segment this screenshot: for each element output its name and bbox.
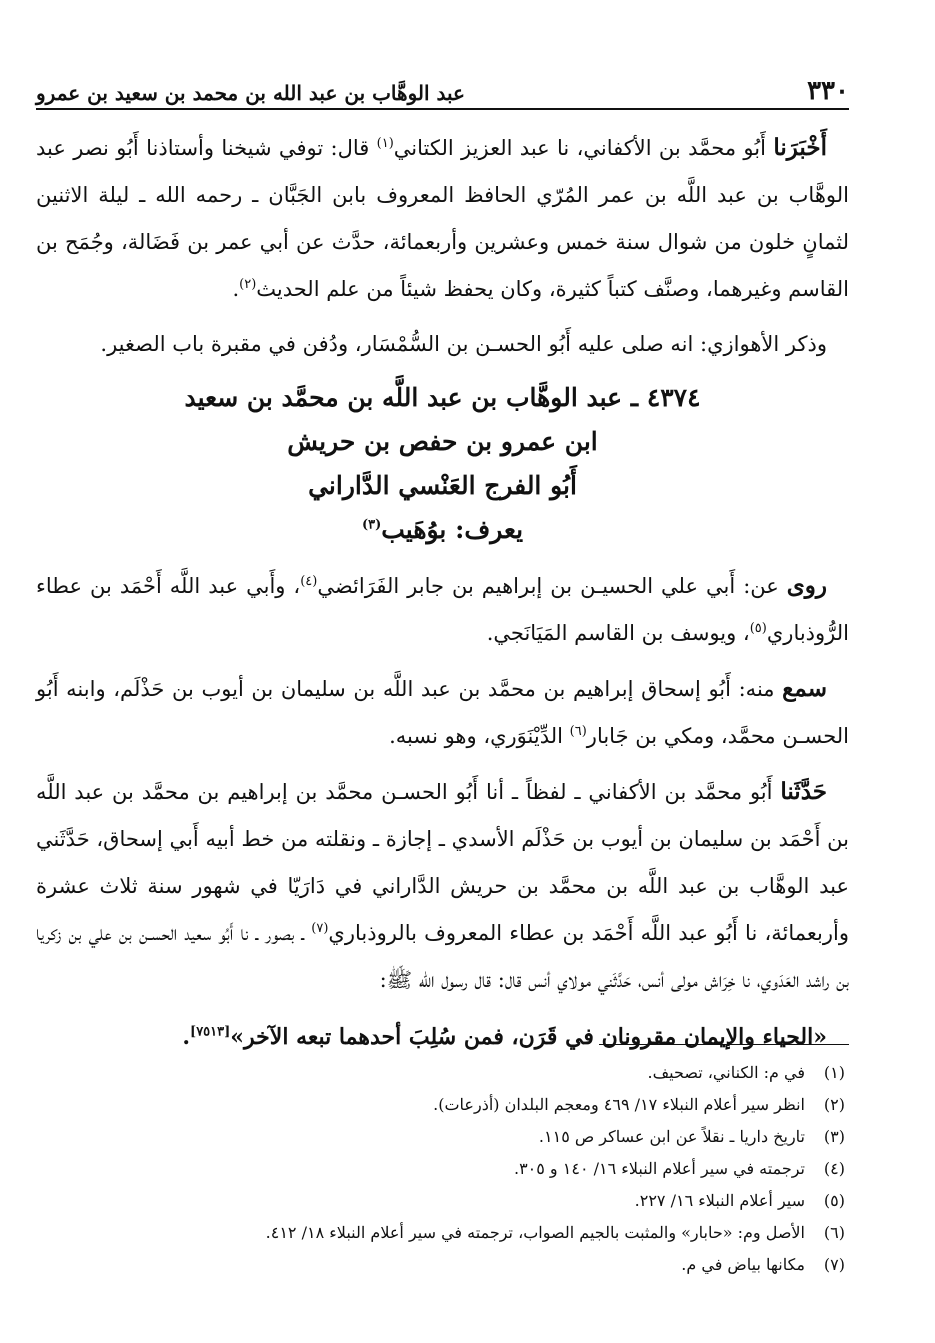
- keyword-rawa: روى: [786, 572, 828, 599]
- footnote-number: (٣): [823, 1127, 845, 1146]
- text-segment: ـ بصور ـ نا أَبُو سعيد الحسـن بن علي بن زكريا بن راشد العَدَوي، نا خِرَاش مولى أنس، حَدَّثَني مولاي أنس قال: قال رسول الله ﷺ:: [36, 921, 849, 992]
- text-segment: ، وأَبي عبد اللَّه أَحْمَد بن عطاء الرُّوذباري: [36, 574, 849, 645]
- footnote-item: [36, 1089, 849, 1121]
- entry-heading-line-3: أَبُو الفرج العَنْسي الدَّاراني: [308, 471, 577, 500]
- footnote-item: [36, 1121, 849, 1153]
- text-segment: .: [182, 1024, 191, 1050]
- page-header: [36, 70, 849, 110]
- keyword-akhbarana: أَخْبَرَنا: [773, 134, 827, 161]
- text-segment: ، ويوسف بن القاسم المَيَانَجي.: [486, 621, 750, 645]
- paragraph-samia: [36, 665, 849, 760]
- paragraph-hadathana: [36, 768, 849, 1004]
- entry-heading-line-1: ٤٣٧٤ ـ عبد الوهَّاب بن عبد اللَّه بن محمَّد بن سعيد: [184, 383, 701, 412]
- paragraph-burial: وذكر الأهوازي: انه صلى عليه أَبُو الحسـن بن السُّمْسَار، ودُفن في مقبرة باب الصغير.: [100, 332, 827, 356]
- keyword-samia: سمع: [782, 675, 827, 702]
- text-segment: .: [232, 277, 240, 301]
- hadith-reference: [٧٥١٣]: [190, 1024, 231, 1040]
- footnote-number: (٢): [823, 1095, 845, 1114]
- footnote-ref-5[interactable]: (٥): [749, 621, 767, 636]
- footnote-text: في م: الكناني، تصحيف.: [647, 1063, 805, 1082]
- footnotes-section: [36, 1044, 849, 1281]
- nickname: يعرف: بوُهَيب: [381, 515, 524, 544]
- footnote-item: [36, 1217, 849, 1249]
- footnote-ref-6[interactable]: (٦): [569, 724, 587, 739]
- footnote-item: [36, 1185, 849, 1217]
- main-text: [36, 124, 849, 1069]
- footnote-ref-3[interactable]: (٣): [361, 517, 382, 533]
- text-segment: قال: توفي شيخنا وأستاذنا أَبُو نصر عبد الوهَّاب بن عبد اللَّه بن عمر المُرّي الحافظ المعروف بابن الجَبَّان ـ رحمه الله ـ ليلة الاثنين لثمانٍ خلون من شوال سنة خمس وعشرين وأربعمائة، حدَّث عن أبي عمر بن فَضَالة، وجُمَح بن القاسم وغيرهما، وصنَّف كتباً كثيرة، وكان يحفظ شيئاً من علم الحديث: [36, 136, 849, 301]
- footnote-text: انظر سير أعلام النبلاء ١٧/ ٤٦٩ ومعجم البلدان (أذرعات).: [433, 1095, 805, 1114]
- footnote-number: (١): [823, 1063, 845, 1082]
- footnote-number: (٧): [823, 1255, 845, 1274]
- entry-heading-line-4: [36, 508, 849, 552]
- text-segment: عن: أَبي علي الحسيـن بن إبراهيم بن جابر الفَرَائضي: [317, 574, 779, 598]
- paragraph-death-notice: [36, 124, 849, 313]
- text-segment: أَبُو محمَّد بن الأكفاني ـ لفظاً ـ أنا أَبُو الحسـن محمَّد بن إبراهيم بن محمَّد بن عبد اللَّه بن أَحْمَد بن سليمان بن أيوب بن حَذْلَم الأسدي ـ إجازة ـ ونقلته من خط أبيه أَبي إسحاق، حَدَّثَني عبد الوهَّاب بن عبد اللَّه بن محمَّد بن حريش الدَّاراني في دَارَيّا في شهور سنة ثلاث عشرة وأربعمائة، نا أَبُو عبد اللَّه أَحْمَد بن عطاء المعروف بالروذباري: [36, 780, 849, 945]
- footnote-number: (٤): [823, 1159, 845, 1178]
- footnote-item: [36, 1249, 849, 1281]
- entry-heading-line-2: ابن عمرو بن حفص بن حريش: [287, 427, 598, 456]
- footnote-item: [36, 1153, 849, 1185]
- footnote-ref-1[interactable]: (١): [376, 136, 394, 151]
- running-title: عبد الوهَّاب بن عبد الله بن محمد بن سعيد بن عمرو: [36, 81, 465, 105]
- footnote-item: [36, 1057, 849, 1089]
- hadith-text: «الحياء والإيمان مقرونان في قَرَن، فمن سُلِبَ أحدهما تبعه الآخر»: [230, 1024, 827, 1050]
- footnote-text: سير أعلام النبلاء ١٦/ ٢٢٧.: [634, 1191, 805, 1210]
- footnote-number: (٦): [823, 1223, 845, 1242]
- entry-heading: [36, 376, 849, 552]
- text-segment: أَبُو محمَّد بن الأكفاني، نا عبد العزيز الكتاني: [393, 136, 766, 160]
- text-segment: الدِّيْنَوَري، وهو نسبه.: [389, 724, 563, 748]
- footnote-divider: [599, 1044, 849, 1045]
- keyword-hadathana: حَدَّثَنا: [780, 778, 827, 805]
- paragraph-rawa: [36, 562, 849, 657]
- footnote-ref-4[interactable]: (٤): [300, 574, 318, 589]
- footnote-text: الأصل وم: «حابار» والمثبت بالجيم الصواب، ترجمته في سير أعلام النبلاء ١٨/ ٤١٢.: [265, 1223, 805, 1242]
- footnote-ref-7[interactable]: (٧): [311, 921, 329, 936]
- footnote-number: (٥): [823, 1191, 845, 1210]
- page-number: ٣٣٠: [807, 76, 849, 106]
- footnote-text: تاريخ داريا ـ نقلاً عن ابن عساكر ص ١١٥.: [538, 1127, 805, 1146]
- footnote-ref-2[interactable]: (٢): [239, 277, 257, 292]
- text-segment: منه: أَبُو إسحاق إبراهيم بن محمَّد بن عبد اللَّه بن سليمان بن أيوب بن حَذْلَم، وابنه أَبُو الحسـن محمَّد، ومكي بن جَابار: [36, 677, 849, 748]
- footnote-text: ترجمته في سير أعلام النبلاء ١٦/ ١٤٠ و ٣٠٥.: [513, 1159, 805, 1178]
- footnote-text: مكانها بياض في م.: [681, 1255, 805, 1274]
